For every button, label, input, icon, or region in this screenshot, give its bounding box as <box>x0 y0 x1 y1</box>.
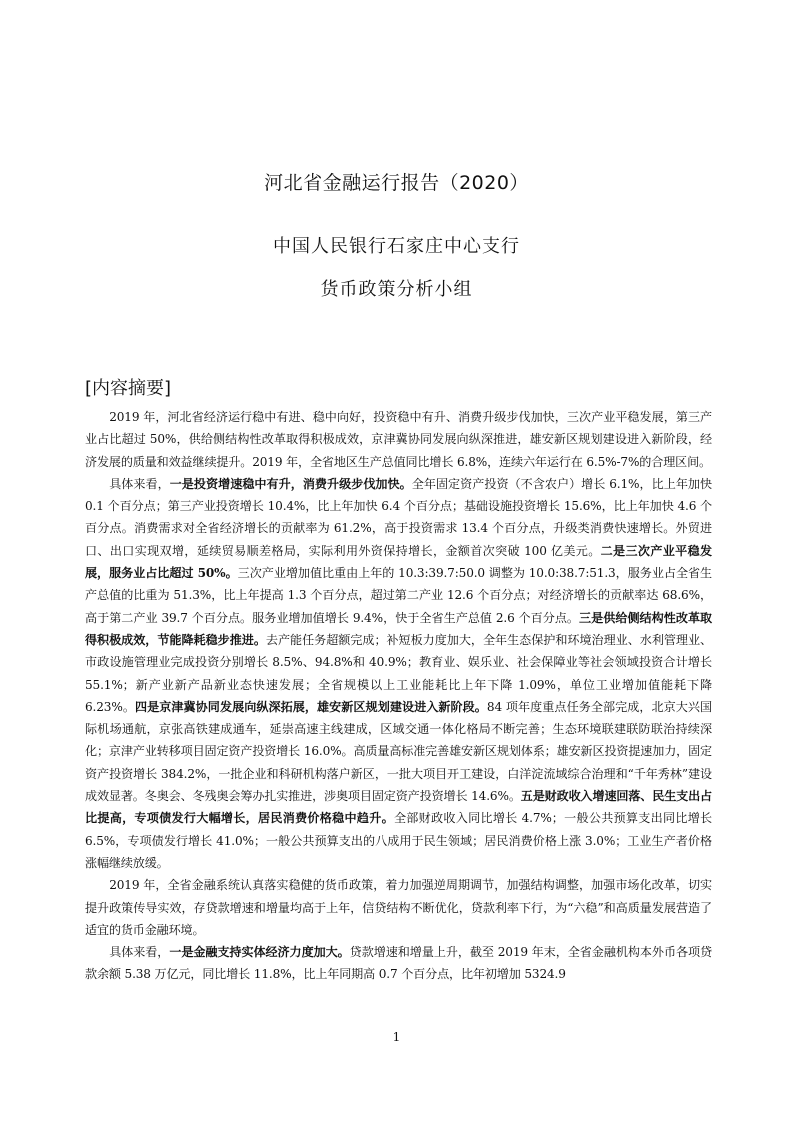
p4-lead: 具体来看， <box>109 945 170 960</box>
p2-text-4: 84 项年度重点任务全部完成，北京大兴国际机场通航，京张高铁建成通车，延崇高速主线建成，区域交通一体化格局不断完善；生态环境联建联防联治持续深化；京津产业转移项目固定资产投资增长 16.0%。高质量高标准完善雄安新区规划体系；雄安新区投资提速加力，固定资产投资增长 384.2%，一批企业和科研机构落户新区，一批大项目开工建设，白洋淀流域综合治理和“千年秀林”建设成效显著。冬奥会、冬残奥会筹办扎实推进，涉奥项目固定资产投资增长 14.6%。 <box>85 699 712 804</box>
p2-point-2: 二是三次产业平稳发展，服务业占比超过 50%。 <box>85 543 712 581</box>
p2-point-3: 三是供给侧结构性改革取得积极成效，节能降耗稳步推进。 <box>85 610 712 647</box>
summary-paragraph-4 <box>85 941 712 986</box>
p2-text-1: 全年固定资产投资（不含农户）增长 6.1%，比上年加快 0.1 个百分点；第三产业投资增长 10.4%，比上年加快 6.4 个百分点；基础设施投资增长 15.6%，比上年加快 4.6 个百分点。消费需求对全省经济增长的贡献率为 61.2%，高于投资需求 13.4 个百分点，升级类消费快速增长。外贸进口、出口实现双增，延续贸易顺差格局，实际利用外资保持增长，金额首次突破 100 亿美元。 <box>85 476 712 558</box>
p2-point-4: 四是京津冀协同发展向纵深拓展，雄安新区规划建设进入新阶段。 <box>135 699 487 714</box>
report-title: 河北省金融运行报告（2020） <box>264 172 529 194</box>
p2-lead: 具体来看， <box>109 476 170 491</box>
p4-point-1: 一是金融支持实体经济力度加大。 <box>169 945 350 960</box>
summary-paragraph-2 <box>85 473 712 874</box>
summary-paragraph-3: 2019 年，全省金融系统认真落实稳健的货币政策，着力加强逆周期调节，加强结构调整，加强市场化改革，切实提升政策传导实效，存贷款增速和增量均高于上年，信贷结构不断优化，贷款利率下行，为“六稳”和高质量发展营造了适宜的货币金融环境。 <box>85 878 712 937</box>
p2-text-2: 三次产业增加值比重由上年的 10.3:39.7:50.0 调整为 10.0:38.7:51.3，服务业占全省生产总值的比重为 51.3%，比上年提高 1.3 个百分点，超过第二产业 12.6 个百分点；对经济增长的贡献率达 68.6%，高于第二产业 39.7 个百分点。服务业增加值增长 9.4%，快于全省生产总值 2.6 个百分点。 <box>85 566 712 625</box>
p2-point-1: 一是投资增速稳中有升，消费升级步伐加快。 <box>169 476 412 491</box>
author-organization: 中国人民银行石家庄中心支行 <box>273 236 520 257</box>
author-group: 货币政策分析小组 <box>320 279 473 300</box>
p4-text-1: 贷款增速和增量上升，截至 2019 年末，全省金融机构本外币各项贷款余额 5.38 万亿元，同比增长 11.8%，比上年同期高 0.7 个百分点，比年初增加 5324.9 <box>85 945 712 982</box>
summary-heading: [内容摘要] <box>85 378 172 399</box>
p2-text-3: 去产能任务超额完成；补短板力度加大，全年生态保护和环境治理业、水利管理业、市政设施管理业完成投资分别增长 8.5%、94.8%和 40.9%；教育业、娱乐业、社会保障业等社会领域投资合计增长 55.1%；新产业新产品新业态快速发展；全省规模以上工业能耗比上年下降 1.09%，单位工业增加值能耗下降 6.23%。 <box>85 632 712 714</box>
p2-point-5: 五是财政收入增速回落、民生支出占比提高，专项债发行大幅增长，居民消费价格稳中趋升。 <box>85 789 712 826</box>
p2-text-5: 全部财政收入同比增长 4.7%；一般公共预算支出同比增长 6.5%，专项债发行增长 41.0%；一般公共预算支出的八成用于民生领域；居民消费价格上涨 3.0%；工业生产者价格涨幅继续放缓。 <box>85 811 712 870</box>
summary-body <box>85 406 712 986</box>
page-number: 1 <box>392 1030 401 1044</box>
summary-paragraph-1: 2019 年，河北省经济运行稳中有进、稳中向好，投资稳中有升、消费升级步伐加快，三次产业平稳发展，第三产业占比超过 50%，供给侧结构性改革取得积极成效，京津冀协同发展向纵深推进，雄安新区规划建设进入新阶段，经济发展的质量和效益继续提升。2019 年，全省地区生产总值同比增长 6.8%，连续六年运行在 6.5%-7%的合理区间。 <box>85 410 712 469</box>
